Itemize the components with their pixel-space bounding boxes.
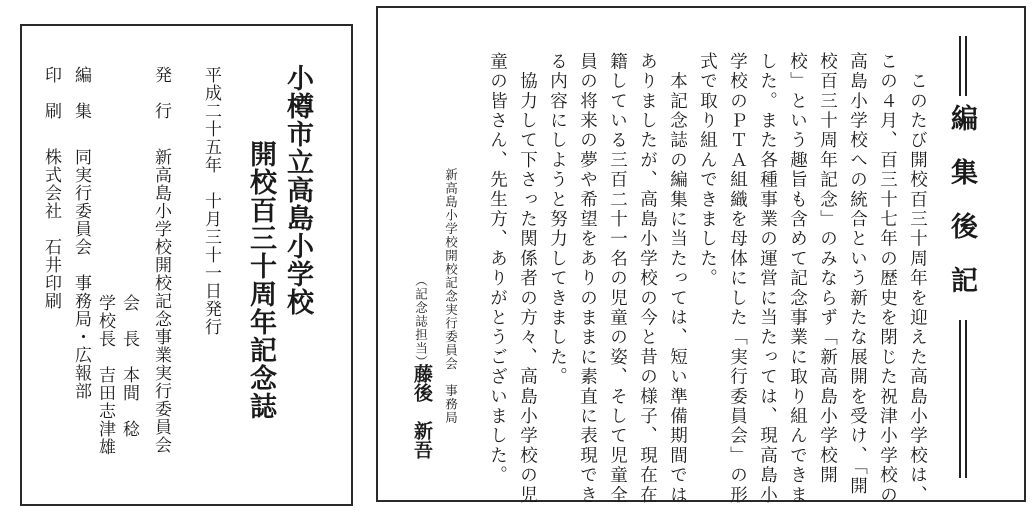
heading-rule-top-left [959, 36, 961, 96]
principal-line: 学校長 吉田志津雄 [95, 294, 115, 456]
afterword-line-6: した。また各種事業の運営に当たっては、現高島小 [757, 52, 778, 506]
heading-rule-bottom-left [959, 320, 961, 478]
afterword-line-13: る内容にしようと努力してきました。 [547, 52, 568, 387]
editor-name: 同実行委員会 事務局・広報部 [71, 148, 91, 400]
printer-label: 印 刷 [41, 66, 61, 120]
afterword-line-14: 協力して下さった関係者の方々、高島小学校の児 [517, 52, 538, 506]
afterword-line-8: 式で取り組んできました。 [697, 52, 718, 289]
heading-rule-bottom-right [965, 320, 967, 478]
afterword-line-4: 校百三十周年記念」のみならず「新高島小学校開 [817, 52, 838, 486]
printer-name: 株式会社 石井印刷 [41, 148, 61, 310]
chair-line: 会 長 本間 稔 [119, 294, 139, 438]
afterword-line-11: 籍している三百二十一名の児童の姿、そして児童全 [607, 52, 628, 506]
signature-role: （記念誌担当） [413, 274, 429, 369]
afterword-line-7: 学校のＰＴＡ組織を母体にした「実行委員会」の形 [727, 52, 748, 506]
afterword-line-15: 童の皆さん、先生方、ありがとうございました。 [487, 52, 508, 486]
signature-name: 藤後 新吾 [411, 364, 433, 459]
heading-rule-top-right [965, 36, 967, 96]
title-commemorative-issue: 開校百三十周年記念誌 [245, 140, 276, 420]
afterword-line-5: 校」という趣旨も含めて記念事業に取り組んできま [787, 52, 808, 506]
afterword-line-9: 本記念誌の編集に当たっては、短い準備期間では [667, 52, 688, 506]
colophon-panel [20, 24, 353, 506]
afterword-line-10: ありましたが、高島小学校の今と昔の様子、現在在 [637, 52, 658, 506]
afterword-line-3: 高島小学校への統合という新たな展開を受け、「開 [847, 52, 868, 497]
afterword-line-2: この４月、百三十七年の歴史を閉じた祝津小学校の [877, 52, 898, 506]
publisher-name: 新高島小学校開校記念事業実行委員会 [151, 148, 171, 454]
afterword-line-12: 員の将来の夢や希望をありのままに素直に表現でき [577, 52, 598, 506]
afterword-panel [376, 6, 1026, 506]
issue-date: 平成二十五年 十月三十一日発行 [201, 66, 221, 336]
editor-label: 編 集 [71, 66, 91, 120]
afterword-line-1: このたび開校百三十周年を迎えた高島小学校は、 [907, 52, 928, 506]
title-school-name: 小樽市立高島小学校 [282, 64, 313, 316]
afterword-heading: 編 集 後 記 [946, 104, 977, 293]
signature-organization: 新高島小学校開校記念実行委員会 事務局 [443, 168, 459, 425]
publisher-label: 発 行 [151, 66, 171, 120]
